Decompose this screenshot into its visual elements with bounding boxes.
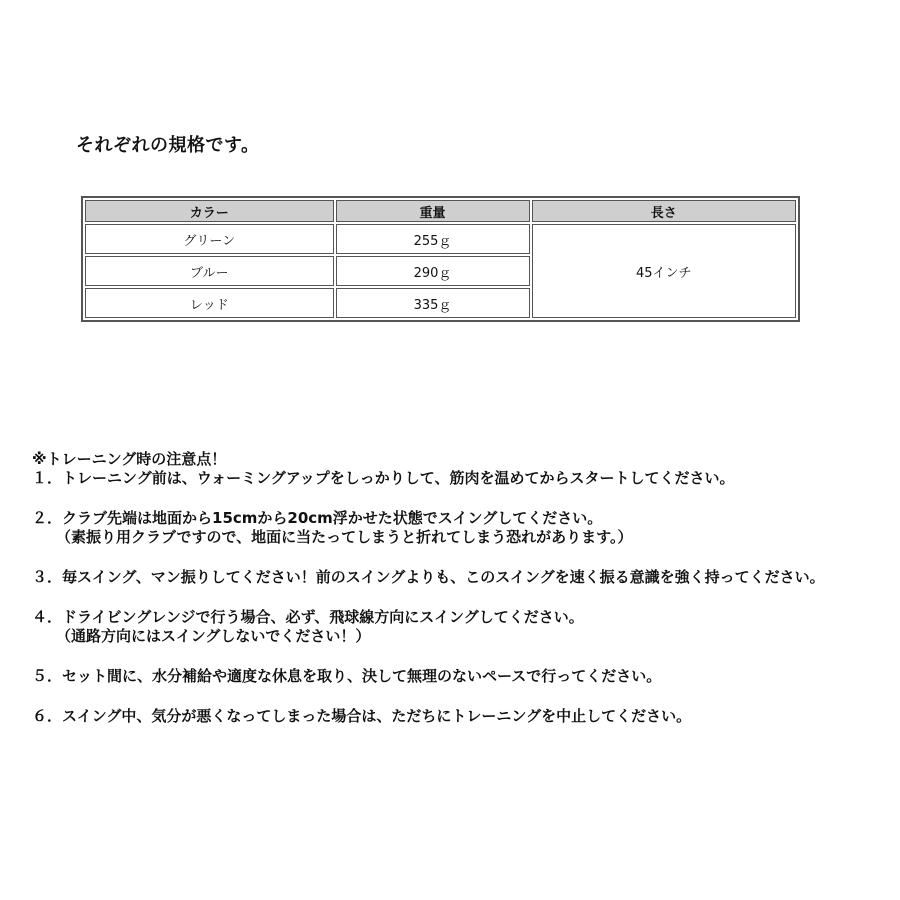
table-header-row [85,200,796,222]
header-weight: 重量 [336,200,530,222]
cell-color: グリーン [85,224,334,254]
note-item-2 [32,509,892,547]
cell-color: レッド [85,288,334,318]
cell-weight: 290ｇ [336,256,530,286]
cell-weight: 335ｇ [336,288,530,318]
note-text: ２．クラブ先端は地面から15cmから20cm浮かせた状態でスイングしてください。 [32,509,603,527]
notes-title: ※トレーニング時の注意点！ [32,450,227,468]
note-text: ３．毎スイング、マン振りしてください！前のスイングよりも、このスイングを速く振る意識を強く持ってください。 [32,568,825,586]
header-color: カラー [85,200,334,222]
note-subtext: （素振り用クラブですので、地面に当たってしまうと折れてしまう恐れがあります。） [56,528,633,546]
page-heading: それぞれの規格です。 [76,135,260,156]
note-subtext: （通路方向にはスイングしないでください！） [56,627,371,645]
note-item-3 [32,568,892,587]
spec-table [81,196,800,322]
note-item-6 [32,707,892,726]
header-length: 長さ [532,200,797,222]
note-item-1 [32,469,892,488]
cell-length: 45インチ [532,224,797,318]
training-notes [32,450,892,747]
cell-color: ブルー [85,256,334,286]
note-item-5 [32,667,892,686]
table-row [85,224,796,254]
cell-weight: 255ｇ [336,224,530,254]
note-text: １．トレーニング前は、ウォーミングアップをしっかりして、筋肉を温めてからスタートしてください。 [32,469,735,487]
note-text: ５．セット間に、水分補給や適度な休息を取り、決して無理のないペースで行ってください。 [32,667,662,685]
note-item-4 [32,608,892,646]
note-text: ６．スイング中、気分が悪くなってしまった場合は、ただちにトレーニングを中止してください。 [32,707,692,725]
note-text: ４．ドライビングレンジで行う場合、必ず、飛球線方向にスイングしてください。 [32,608,584,626]
